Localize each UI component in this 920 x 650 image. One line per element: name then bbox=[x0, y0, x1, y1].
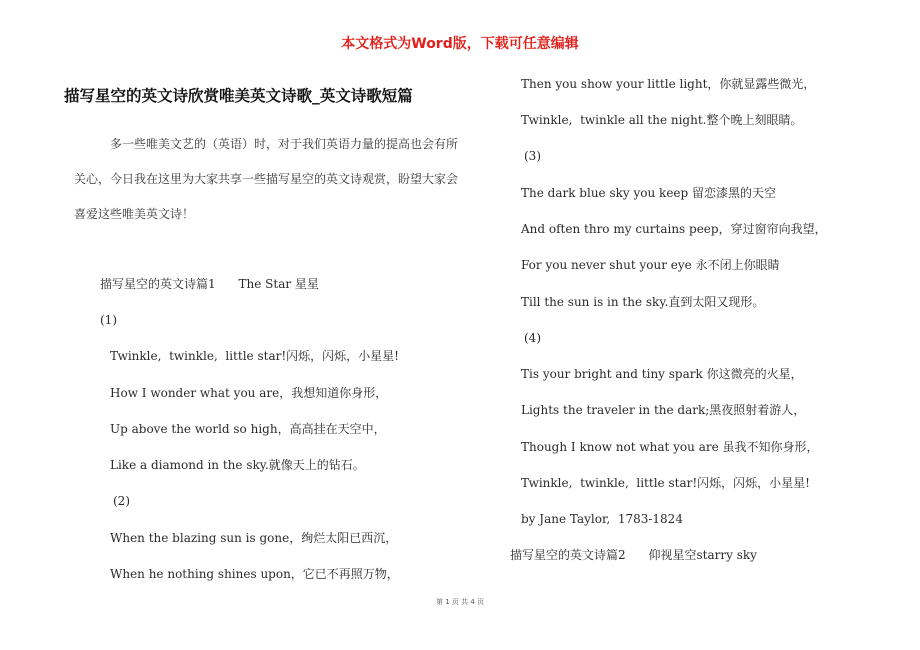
poem-line: Till the sun is in the sky.直到太阳又现形。 bbox=[521, 295, 765, 309]
poem-author: by Jane Taylor, 1783-1824 bbox=[521, 512, 683, 526]
poem-line: Twinkle, twinkle all the night.整个晚上刻眼睛。 bbox=[521, 113, 803, 127]
poem-line: Like a diamond in the sky.就像天上的钻石。 bbox=[110, 458, 365, 472]
stanza-number: (2) bbox=[113, 494, 130, 508]
stanza-number: (3) bbox=[524, 149, 541, 163]
poem-line: Lights the traveler in the dark;黑夜照射着游人， bbox=[521, 403, 806, 417]
poem-line: Tis your bright and tiny spark 你这微亮的火星， bbox=[521, 367, 803, 381]
poem-line: How I wonder what you are，我想知道你身形， bbox=[110, 386, 388, 400]
poem-line: For you never shut your eye 永不闭上你眼睛 bbox=[521, 258, 780, 272]
intro-paragraph: 多一些唯美文艺的（英语）时，对于我们英语力量的提高也会有所关心，今日我在这里为大家共享一些描写星空的英文诗观赏，盼望大家会喜爱这些唯美英文诗！ bbox=[74, 137, 459, 221]
poem-heading-1: 描写星空的英文诗篇1 The Star 星星 bbox=[100, 277, 319, 291]
document-banner: 本文格式为Word版，下载可任意编辑 bbox=[341, 36, 579, 52]
poem-line: Twinkle, twinkle, little star!闪烁，闪烁，小星星! bbox=[110, 349, 399, 363]
poem-line: Though I know not what you are 虽我不知你身形， bbox=[521, 440, 819, 454]
poem-line: When he nothing shines upon，它已不再照万物， bbox=[110, 567, 399, 581]
poem-heading-2: 描写星空的英文诗篇2 仰视星空starry sky bbox=[510, 548, 757, 562]
page-footer: 第 1 页 共 4 页 bbox=[435, 598, 485, 606]
poem-line: Up above the world so high，高高挂在天空中， bbox=[110, 422, 386, 436]
stanza-number: (1) bbox=[100, 313, 117, 327]
stanza-number: (4) bbox=[524, 331, 541, 345]
poem-line: Then you show your little light，你就显露些微光， bbox=[521, 77, 816, 91]
poem-line: And often thro my curtains peep，穿过窗帘向我望， bbox=[521, 222, 827, 236]
poem-line: Twinkle, twinkle, little star!闪烁，闪烁，小星星! bbox=[521, 476, 810, 490]
poem-line: When the blazing sun is gone，绚烂太阳已西沉， bbox=[110, 531, 398, 545]
page-title: 描写星空的英文诗欣赏唯美英文诗歌_英文诗歌短篇 bbox=[64, 87, 413, 105]
poem-line: The dark blue sky you keep 留恋漆黑的天空 bbox=[521, 186, 777, 200]
